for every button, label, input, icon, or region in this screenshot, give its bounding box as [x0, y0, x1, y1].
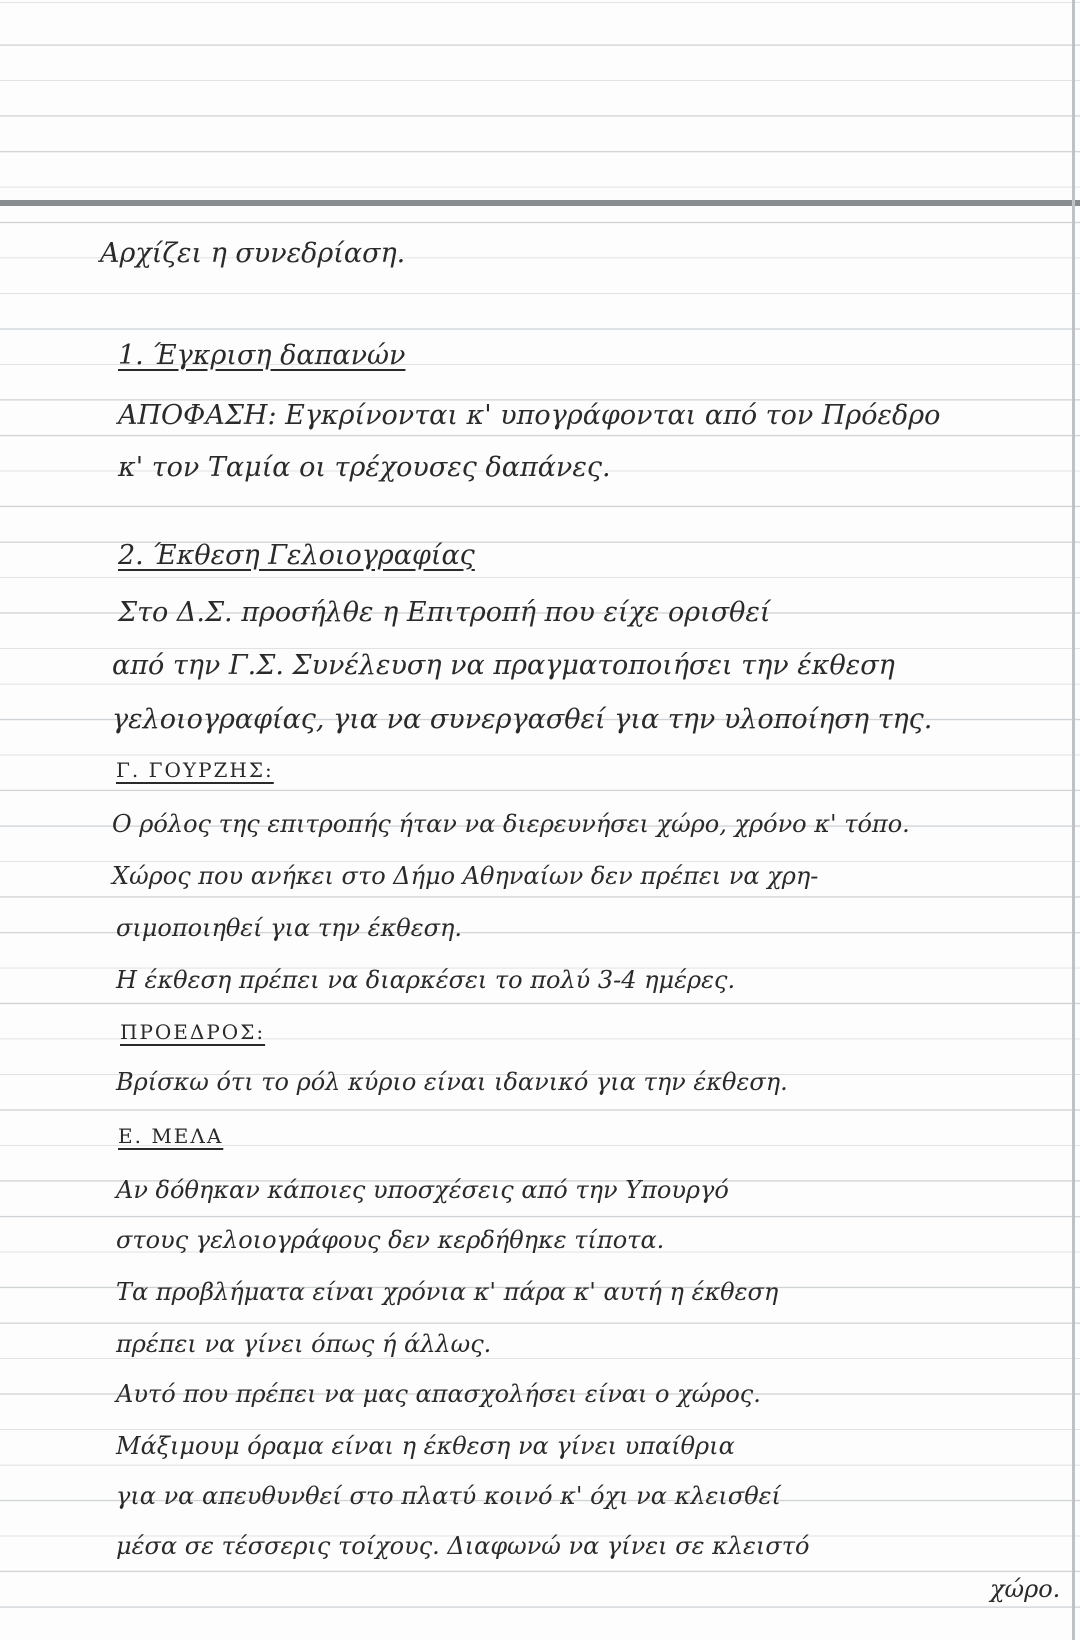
- note-line: γελοιογραφίας, για να συνεργασθεί για την υλοποίηση της.: [112, 704, 933, 735]
- note-line: μέσα σε τέσσερις τοίχους. Διαφωνώ να γίνει σε κλειστό: [116, 1532, 810, 1560]
- decision-line-2: κ' τον Ταμία οι τρέχουσες δαπάνες.: [118, 452, 611, 483]
- note-line: Αν δόθηκαν κάποιες υποσχέσεις από την Υπουργό: [116, 1176, 729, 1204]
- note-line: για να απευθυνθεί στο πλατύ κοινό κ' όχι να κλεισθεί: [116, 1482, 781, 1510]
- agenda-item-2-title: 2. Έκθεση Γελοιογραφίας: [118, 540, 475, 571]
- note-line: Στο Δ.Σ. προσήλθε η Επιτροπή που είχε ορισθεί: [118, 597, 771, 628]
- note-line: σιμοποιηθεί για την έκθεση.: [116, 914, 463, 942]
- note-line: χώρο.: [990, 1575, 1061, 1603]
- note-line: Τα προβλήματα είναι χρόνια κ' πάρα κ' αυτή η έκθεση: [116, 1278, 779, 1306]
- note-line: Βρίσκω ότι το ρόλ κύριο είναι ιδανικό για την έκθεση.: [116, 1068, 788, 1096]
- meeting-opening: Αρχίζει η συνεδρίαση.: [100, 238, 406, 269]
- speaker-label: Γ. ΓΟΥΡΖΗΣ:: [116, 758, 274, 782]
- note-line: Ο ρόλος της επιτροπής ήταν να διερευνήσει χώρο, χρόνο κ' τόπο.: [112, 810, 910, 838]
- note-line: πρέπει να γίνει όπως ή άλλως.: [116, 1330, 492, 1358]
- speaker-label: Ε. ΜΕΛΑ: [118, 1124, 224, 1148]
- note-line: Αυτό που πρέπει να μας απασχολήσει είναι ο χώρος.: [116, 1380, 761, 1408]
- decision-line-1: ΑΠΟΦΑΣΗ: Εγκρίνονται κ' υπογράφονται από τον Πρόεδρο: [118, 400, 941, 431]
- agenda-item-1-title: 1. Έγκριση δαπανών: [118, 340, 406, 371]
- note-line: Μάξιμουμ όραμα είναι η έκθεση να γίνει υπαίθρια: [116, 1432, 735, 1460]
- speaker-label: ΠΡΟΕΔΡΟΣ:: [120, 1020, 266, 1044]
- note-line: από την Γ.Σ. Συνέλευση να πραγματοποιήσει την έκθεση: [112, 650, 895, 681]
- note-line: Χώρος που ανήκει στο Δήμο Αθηναίων δεν πρέπει να χρη-: [112, 862, 819, 890]
- note-line: Η έκθεση πρέπει να διαρκέσει το πολύ 3-4 ημέρες.: [116, 966, 736, 994]
- note-line: στους γελοιογράφους δεν κερδήθηκε τίποτα.: [116, 1226, 665, 1254]
- page-header-rule: [0, 200, 1080, 206]
